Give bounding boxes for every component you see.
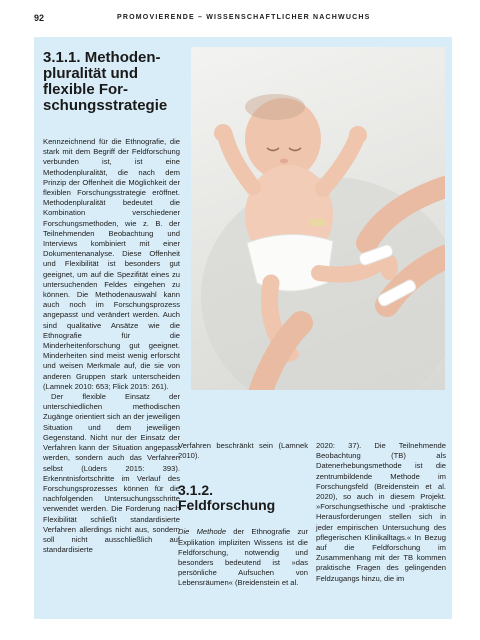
newborn-photo-illustration xyxy=(191,47,445,390)
column-1 xyxy=(43,137,180,555)
newborn-photo-icon xyxy=(191,47,445,390)
column-2 xyxy=(178,441,308,589)
running-title: PROMOVIERENDE – WISSENSCHAFTLICHER NACHWUCHS xyxy=(117,14,371,21)
section-heading-312: 3.1.2. Feldforschung xyxy=(178,482,276,514)
paragraph: 2020: 37). Die Teilnehmende Beobachtung (TB) als Datenerhebungsmethode ist die zentrumbildende Methode im Forschungsfeld (Breidenstein et al. 2020), so auch in diesem Projekt. »Forschungsethische und -praktische Herausforderungen stellen sich in jeder empirischen Untersuchung des pflegerischen Klinikalltags.« In Bezug auf die Feldforschung im Zusammenhang mit der TB kommen praktische Fragen des gelingenden Feldzugangs hinzu, die im xyxy=(316,441,446,583)
page-number: 92 xyxy=(34,13,45,23)
paragraph: Verfahren beschränkt sein (Lamnek 2010). xyxy=(178,441,308,461)
running-header xyxy=(34,13,450,25)
italic-lead: Die Methode xyxy=(178,527,227,537)
paragraph: Der flexible Einsatz der unterschiedlichen methodischen Zugänge orientiert sich an der jeweiligen Situation und dem jeweiligen Gegenstand. Nicht nur der Einsatz der Verfahren kann der Situation angepasst werden, sondern auch das Verfahren selbst (Lüders 2015: 393). Erkenntnisfortschritte im Verlauf des Forschungsprozesses können für die nachfolgenden Untersuchungsschritte verwendet werden. Die Forderung nach Flexibilität schließt standardisierte Verfahren allerdings nicht aus, sondern soll nicht ausschließlich auf standardisierte xyxy=(43,392,180,555)
paragraph: Kennzeichnend für die Ethnografie, die stark mit dem Begriff der Feldforschung verbunden ist, ist eine Methodenpluralität, die nach dem Prinzip der Offenheit die Möglichkeit der flexiblen Forschungsstrategie eröffnet. Methodenpluralität bedeutet die Kombination verschiedener Forschungsmethoden, wie z. B. der Teilnehmenden Beobachtung und Interviews kombiniert mit einer Dokumentenanalyse. Diese Offenheit und Flexibilität ist besonders gut geeignet, um auf die Spezifität eines zu untersuchenden Feldes eingehen zu können. Die Methodenauswahl kann auch noch im Forschungsprozess angepasst und verändert werden. Auch sind qualitative Ansätze wie die Ethnografie für die Minderheitenforschung gut geeignet. Minderheiten sind meist wenig erforscht und weisen Merkmale auf, die sie von anderen Gruppen stark unterscheiden (Lamnek 2010: 653; Flick 2015: 261). xyxy=(43,137,180,391)
paragraph-rest: der Ethnografie zur Explikation impliziten Wissens ist die Feldforschung, notwendig und besonders bedeutend ist »das persönliche Aufsuchen von Lebensräumen« (Breidenstein et al. xyxy=(178,527,308,588)
column-3 xyxy=(316,441,446,584)
section-heading-311: 3.1.1. Methoden-pluralität und flexible For-schungsstrategie xyxy=(43,49,168,114)
paragraph xyxy=(178,527,308,588)
